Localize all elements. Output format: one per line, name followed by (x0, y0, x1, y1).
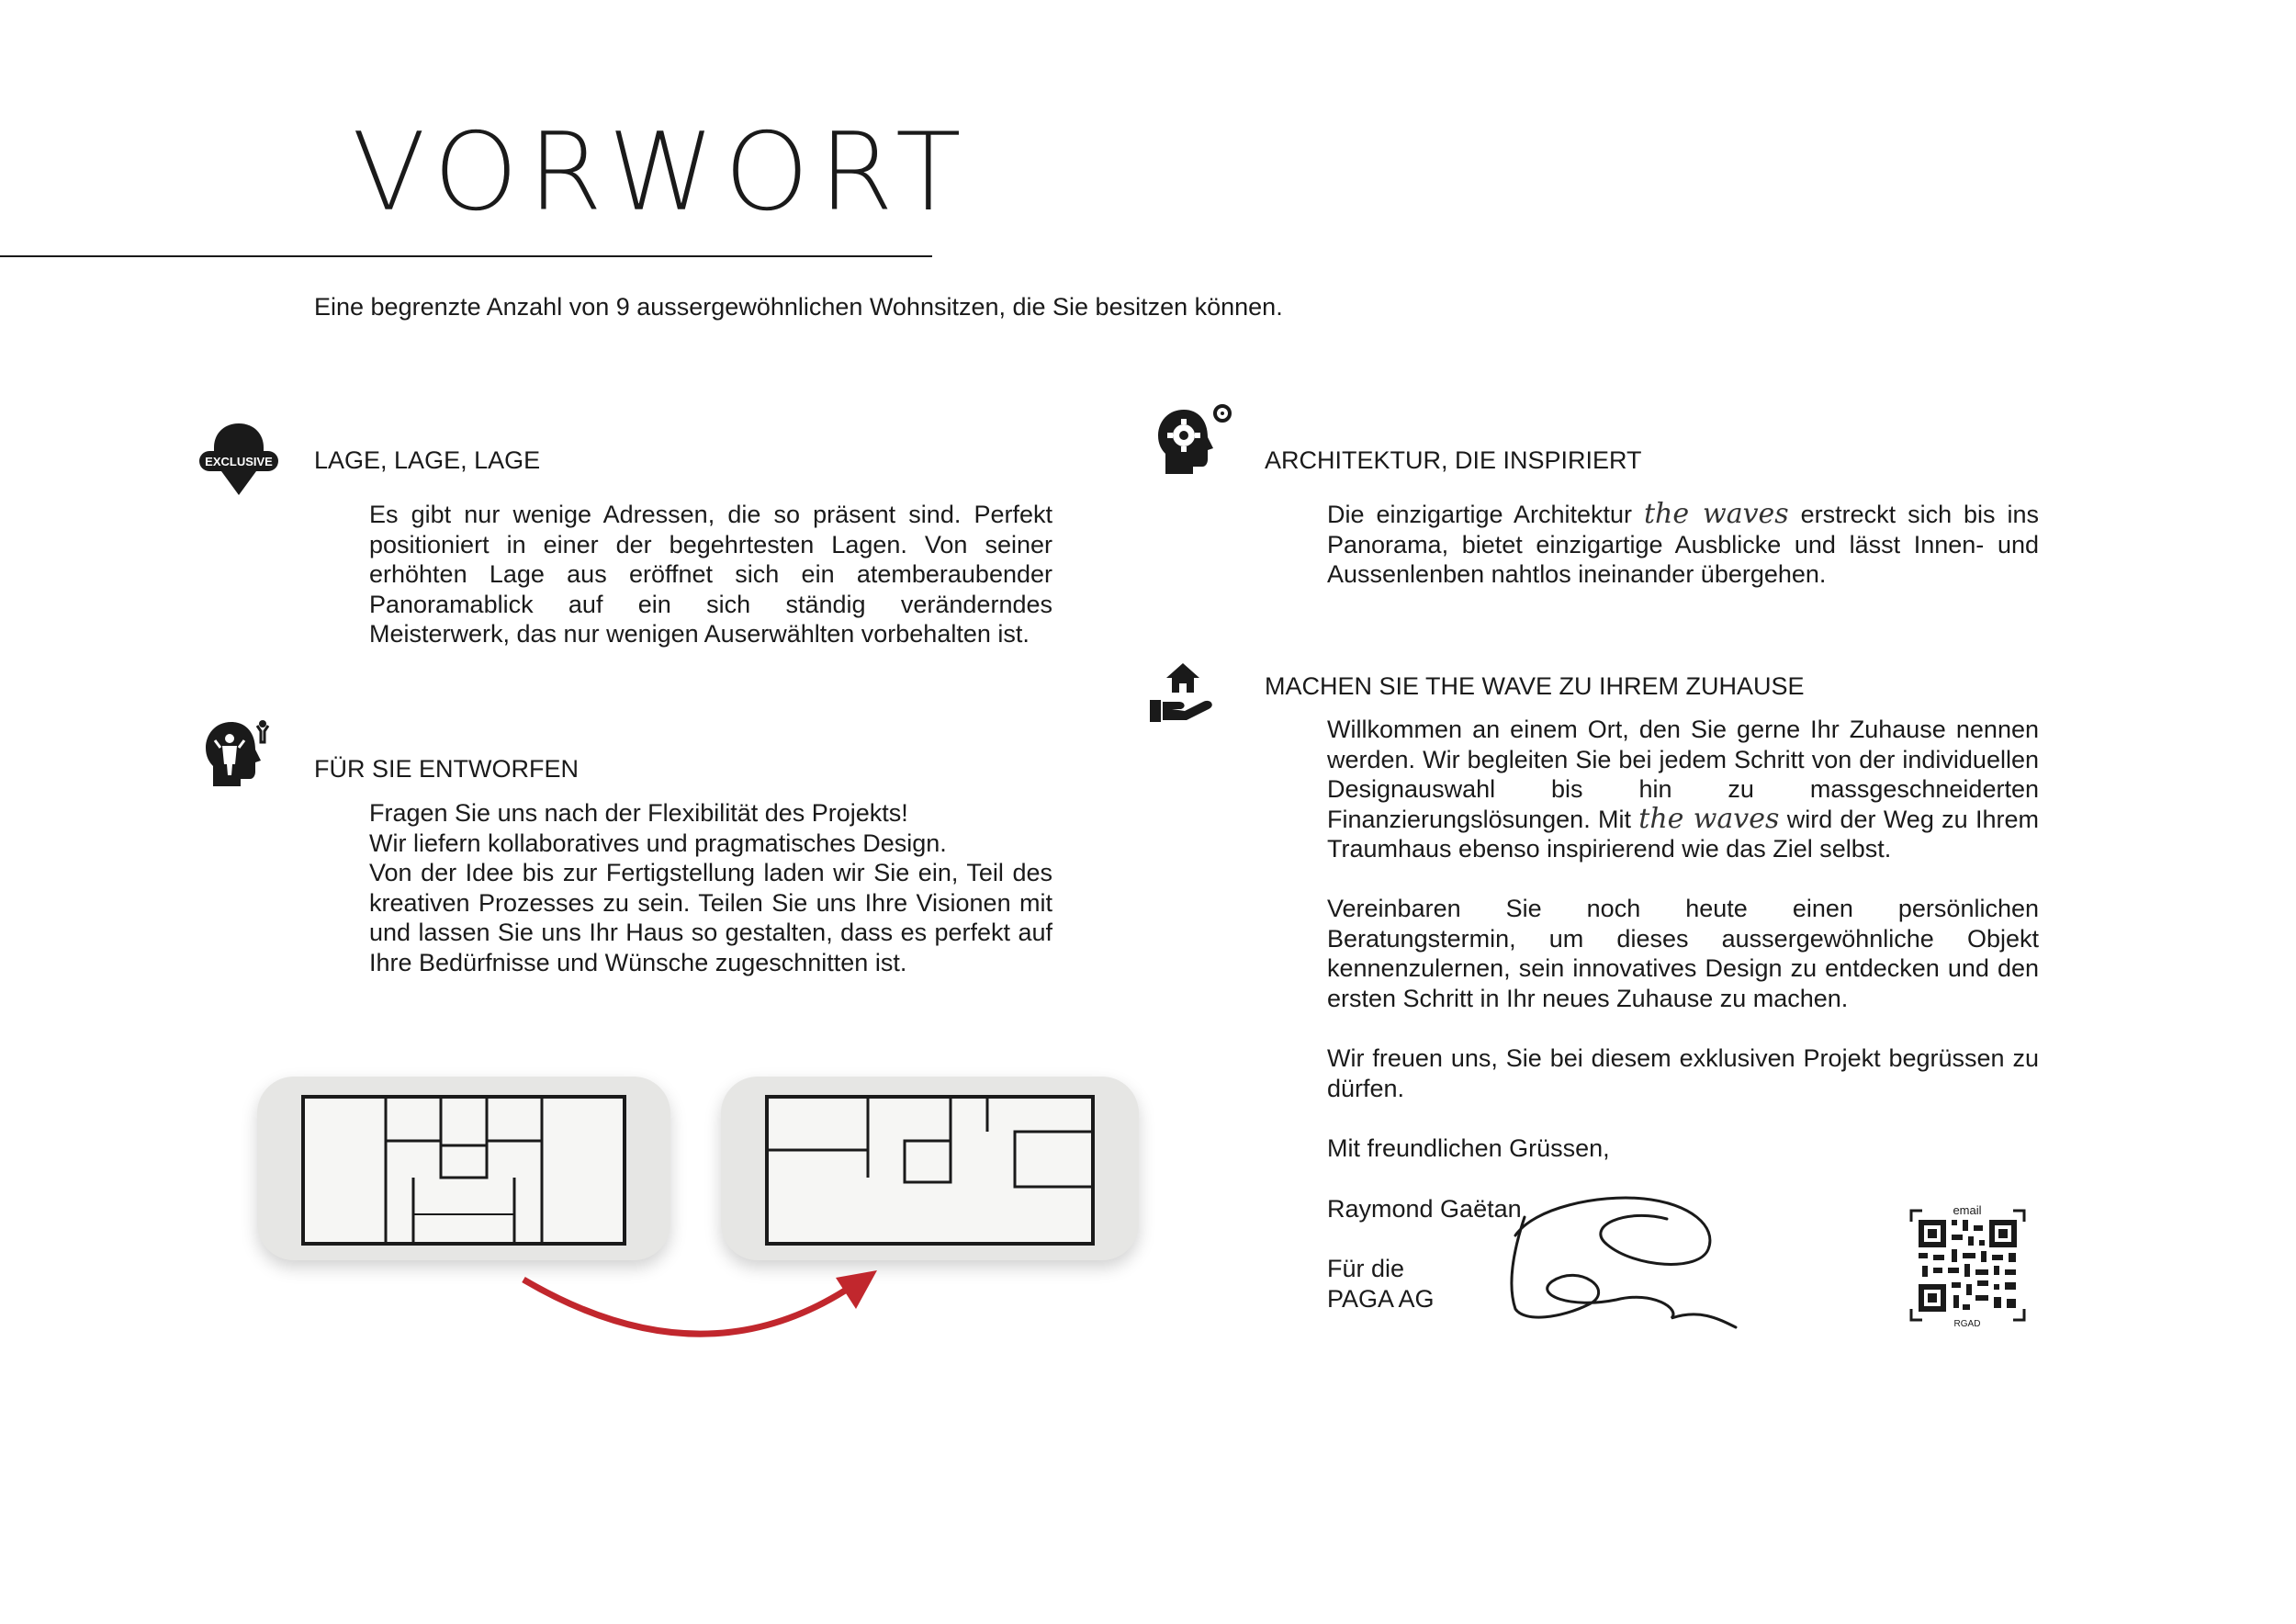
greeting: Mit freundlichen Grüssen, (1327, 1134, 1610, 1162)
title-divider (0, 255, 932, 257)
hand-house-icon (1148, 661, 1217, 724)
exclusive-badge-label: EXCLUSIVE (205, 455, 273, 468)
architektur-heading: ARCHITEKTUR, DIE INSPIRIERT (1265, 446, 1642, 474)
architektur-text-before: Die einzigartige Architektur (1327, 501, 1632, 528)
page-title: VORWORT (352, 108, 971, 235)
qr-bottom-label: RGAD (1953, 1319, 1981, 1327)
entworfen-body (369, 798, 1052, 977)
handwritten-signature (1497, 1180, 1754, 1332)
brand-the-waves: the waves (1638, 802, 1780, 835)
zuhause-paragraph-3: Wir freuen uns, Sie bei diesem exklusiven Projekt begrüssen zu dürfen. (1327, 1044, 2039, 1102)
zuhause-paragraph-2: Vereinbaren Sie noch heute einen persönlichen Beratungstermin, um dieses aussergewöhnliche Objekt kennenzulernen, sein innovatives Design zu entdecken und den ersten Schritt in Ihr neues Zuhause zu machen. (1327, 895, 2039, 1012)
floor-plan-right (721, 1077, 1139, 1260)
lage-body: Es gibt nur wenige Adressen, die so präsent sind. Perfekt positioniert in einer der begehrtesten Lagen. Von seiner erhöhten Lage aus eröffnet sich ein atemberaubender Panoramablick auf ein sich ständig veränderndes Meisterwerk, das nur wenigen Auserwählten vorbehalten ist. (369, 501, 1052, 648)
transition-arrow-icon (514, 1254, 900, 1346)
location-pin-icon (197, 418, 280, 501)
signer-name: Raymond Gaëtan (1327, 1195, 1522, 1223)
email-qr-code[interactable] (1906, 1203, 2030, 1327)
zuhause-heading: MACHEN SIE THE WAVE ZU IHREM ZUHAUSE (1265, 672, 1805, 700)
qr-top-label: email (1953, 1203, 1982, 1217)
lage-heading: LAGE, LAGE, LAGE (314, 446, 541, 474)
architektur-text-after: erstreckt sich bis ins Panorama, bietet einzigartige Ausblicke und lässt Innen- und Aussenlenben nahtlos ineinander übergehen. (1327, 501, 2039, 588)
zuhause-paragraph-1 (1327, 715, 2039, 864)
for-label: Für die (1327, 1255, 1405, 1282)
zuhause-text-before: Willkommen an einem Ort, den Sie gerne Ihr Zuhause nennen werden. Wir begleiten Sie bei jedem Schritt von der individuellen Designauswahl bis hin zu massgeschneiderten Finanzierungslösungen. Mit (1327, 716, 2039, 833)
floor-plan-left (257, 1077, 670, 1260)
entworfen-line: Von der Idee bis zur Fertigstellung laden wir Sie ein, Teil des kreativen Prozesses zu sein. Teilen Sie uns Ihre Visionen mit und lassen Sie uns Ihr Haus so gestalten, dass es perfekt auf Ihre Bedürfnisse und Wünsche zugeschnitten ist. (369, 859, 1052, 976)
intro-text: Eine begrenzte Anzahl von 9 aussergewöhnlichen Wohnsitzen, die Sie besitzen können. (314, 293, 1283, 321)
architektur-body (1327, 500, 2039, 590)
head-gears-icon (1153, 402, 1233, 476)
zuhause-text-after: wird der Weg zu Ihrem Traumhaus ebenso inspirierend wie das Ziel selbst. (1327, 805, 2039, 863)
brand-the-waves: the waves (1643, 498, 1789, 530)
person-head-icon (202, 718, 285, 790)
entworfen-heading: FÜR SIE ENTWORFEN (314, 755, 579, 783)
company-name: PAGA AG (1327, 1285, 1435, 1313)
entworfen-line: Fragen Sie uns nach der Flexibilität des Projekts! (369, 799, 908, 827)
entworfen-line: Wir liefern kollaboratives und pragmatisches Design. (369, 829, 947, 857)
